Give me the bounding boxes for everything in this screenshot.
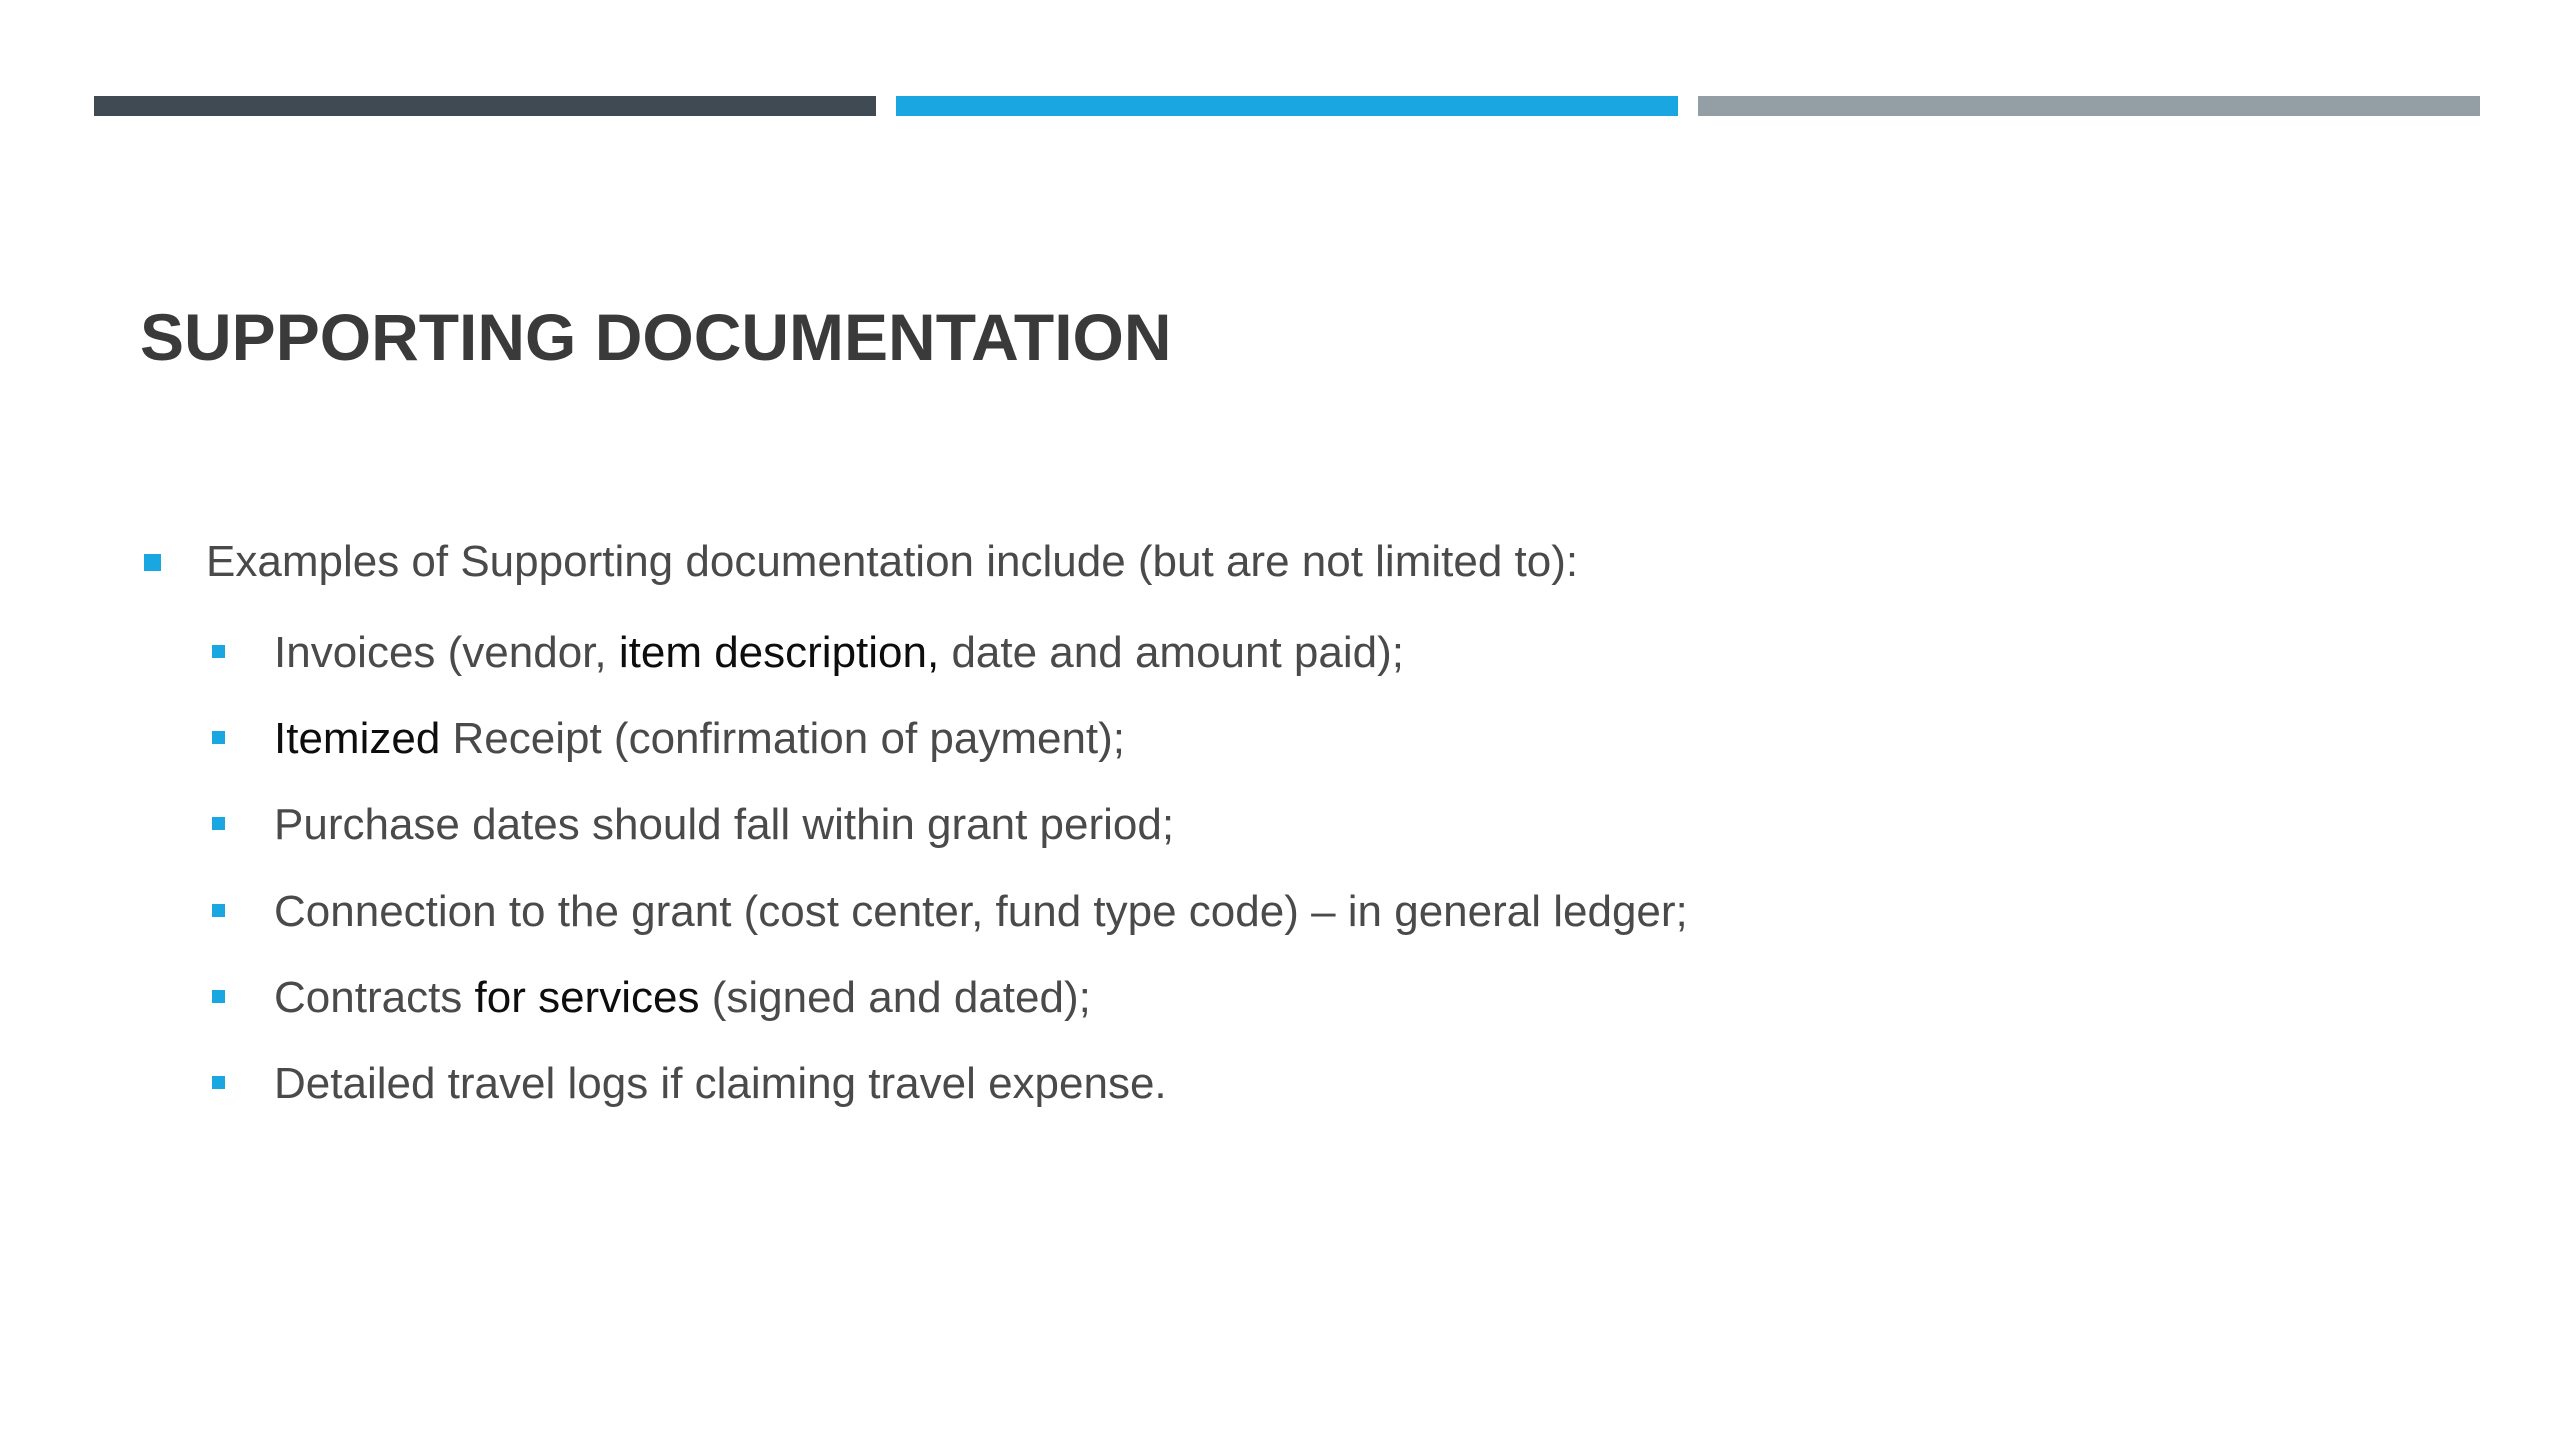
bullet-text-segment: Purchase dates should fall within grant period; xyxy=(274,800,1175,849)
bullet-text-emphasis: for services xyxy=(474,973,700,1022)
bullet-text xyxy=(274,714,1126,763)
square-bullet-icon xyxy=(212,990,225,1003)
bullet-text xyxy=(274,973,1091,1022)
bullet-text xyxy=(274,887,1688,936)
bullet-text-segment: Examples of Supporting documentation include (but are not limited to): xyxy=(206,537,1579,586)
square-bullet-icon xyxy=(212,645,225,658)
square-bullet-icon xyxy=(212,904,225,917)
square-bullet-icon xyxy=(144,554,161,571)
bullet-text-segment: Contracts xyxy=(274,973,475,1022)
bullet-text-segment: Invoices (vendor, xyxy=(274,628,619,677)
square-bullet-icon xyxy=(212,1076,225,1089)
square-bullet-icon xyxy=(212,731,225,744)
bullet-text-emphasis: item description, xyxy=(618,628,940,677)
bullet-text-segment: Receipt (confirmation of payment); xyxy=(440,714,1126,763)
bullet-text xyxy=(274,800,1175,849)
square-bullet-icon xyxy=(212,817,225,830)
bullet-text-segment: Detailed travel logs if claiming travel expense. xyxy=(274,1059,1167,1108)
bullet-text xyxy=(274,1059,1167,1108)
bullet-text-segment: (signed and dated); xyxy=(699,973,1091,1022)
bullet-text-segment: date and amount paid); xyxy=(939,628,1404,677)
bullet-text xyxy=(206,537,1579,586)
bullet-text xyxy=(274,628,1404,677)
bullet-text-segment: Connection to the grant (cost center, fund type code) – in general ledger; xyxy=(274,887,1688,936)
slide-title: SUPPORTING DOCUMENTATION xyxy=(140,300,1172,374)
bullet-text-emphasis: Itemized xyxy=(274,714,441,763)
